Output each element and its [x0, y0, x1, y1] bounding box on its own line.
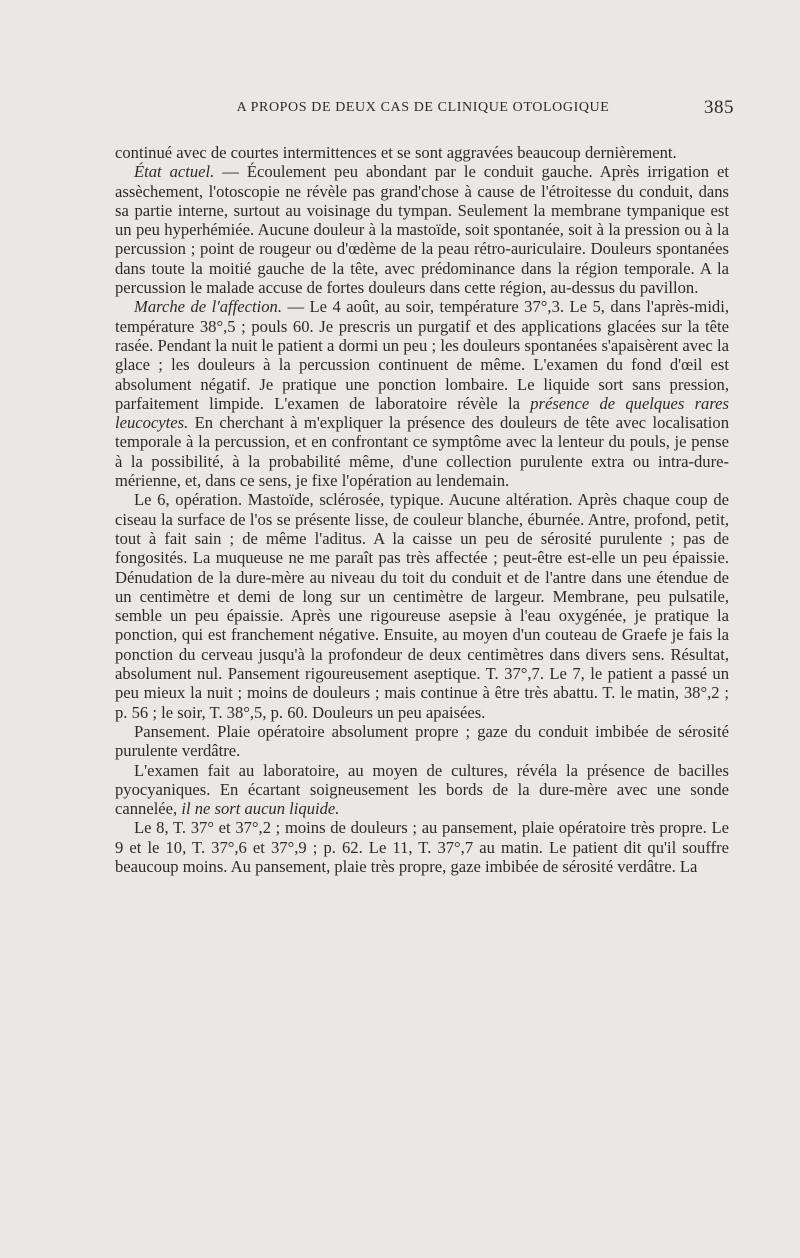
text-run: — Écoulement peu abondant par le conduit gauche. Après irrigation et assèchement, l'otoscopie ne révèle pas grand'chose à cause de l'étroitesse du conduit, dans sa partie interne, surtout au voisinage du tympan. Seulement la membrane tympanique est un peu hyperhémiée. Aucune douleur à la mastoïde, soit spontanée, soit à la pression ou à la percussion ; point de rougeur ou d'œdème de la peau rétro-auriculaire. Douleurs spontanées dans toute la moitié gauche de la tête, avec prédominance dans la région temporale. A la percussion le malade accuse de fortes douleurs dans cette région, au-dessus du pavillon.: [115, 162, 729, 298]
paragraph-2: [115, 162, 729, 297]
paragraph-3: [115, 297, 729, 490]
page-number: 385: [704, 97, 734, 118]
section-heading-marche: Marche de l'affection.: [134, 297, 282, 317]
text-run: Le 6, opération. Mastoïde, sclérosée, typique. Aucune altération. Après chaque coup de ciseau la surface de l'os se présente lisse, de couleur blanche, éburnée. Antre, profond, petit, tout à fait sain ; de même l'aditus. A la caisse un peu de sérosité purulente ; pas de fongosités. La muqueuse ne me paraît pas très affectée ; peut-être est-elle un peu épaissie. Dénudation de la dure-mère au niveau du toit du conduit et de l'antre dans une étendue de un centimètre et demi de long sur un centimètre de largeur. Membrane, peu pulsatile, semble un peu épaissie. Après une rigoureuse asepsie à l'eau oxygénée, je pratique la ponction, qui est franchement négative. Ensuite, au moyen d'un couteau de Graefe je fais la ponction du cerveau jusqu'à la profondeur de deux centimètres dans divers sens. Résultat, absolument nul. Pansement rigoureusement aseptique. T. 37°,7. Le 7, le patient a passé un peu mieux la nuit ; moins de douleurs ; mais continue à être très abattu. T. le matin, 38°,2 ; p. 56 ; le soir, T. 38°,5, p. 60. Douleurs un peu apaisées.: [115, 490, 729, 722]
running-title: A PROPOS DE DEUX CAS DE CLINIQUE OTOLOGIQUE: [236, 100, 610, 115]
paragraph-1: [115, 143, 729, 162]
text-run: L'examen fait au laboratoire, au moyen de cultures, révéla la présence de bacilles pyocyaniques. En écartant soigneusement les bords de la dure-mère avec une sonde cannelée,: [115, 760, 729, 819]
body-text: [115, 143, 729, 876]
text-run: — Le 4 août, au soir, température 37°,3. Le 5, dans l'après-midi, température 38°,5 ; pouls 60. Je prescris un purgatif et des applications glacées sur la tête rasée. Pendant la nuit le patient a dormi un peu ; les douleurs spontanées s'apaisèrent avec la glace ; les douleurs à la percussion continuent de même. L'examen du fond d'œil est absolument négatif. Je pratique une ponction lombaire. Le liquide sort sans pression, parfaitement limpide. L'examen de laboratoire révèle la: [115, 297, 729, 413]
text-run: Pansement. Plaie opératoire absolument propre ; gaze du conduit imbibée de sérosité purulente verdâtre.: [115, 721, 729, 761]
text-run: En cherchant à m'expliquer la présence des douleurs de tête avec localisation temporale à la percussion, et en confrontant ce symptôme avec la lenteur du pouls, je pense à la possibilité, à la probabilité même, d'une collection purulente extra ou intra-dure-mérienne, et, dans ce sens, je fixe l'opération au lendemain.: [115, 413, 729, 491]
text-run: Le 8, T. 37° et 37°,2 ; moins de douleurs ; au pansement, plaie opératoire très propre. Le 9 et le 10, T. 37°,6 et 37°,9 ; p. 62. Le 11, T. 37°,7 au matin. Le patient dit qu'il souffre beaucoup moins. Au pansement, plaie très propre, gaze imbibée de sérosité verdâtre. La: [115, 818, 729, 876]
paragraph-5: [115, 722, 729, 761]
paragraph-4: [115, 490, 729, 722]
paragraph-6: [115, 761, 729, 819]
emphasis-text: présence de quelques rares leucocytes.: [115, 393, 730, 433]
section-heading-etat-actuel: État actuel.: [134, 162, 215, 182]
paragraph-7: [115, 818, 729, 876]
text-run: continué avec de courtes intermittences et se sont aggravées beaucoup dernièrement.: [115, 143, 677, 162]
emphasis-text: il ne sort aucun liquide.: [181, 799, 340, 819]
